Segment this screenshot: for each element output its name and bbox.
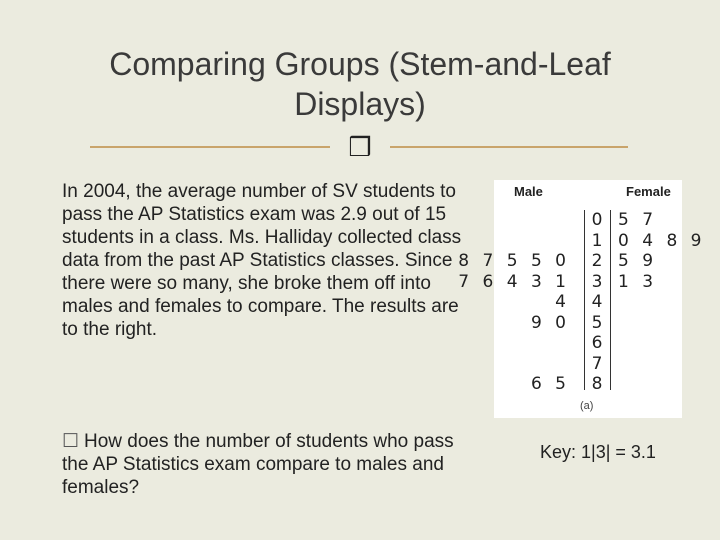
male-leaves: 8 7 5 5 0 <box>458 251 570 271</box>
stem-value: 0 <box>591 210 603 230</box>
stem-leaf-row <box>494 354 682 376</box>
stem-leaf-display <box>458 180 706 418</box>
stem-leaf-row <box>494 313 682 335</box>
male-leaves: 7 6 4 3 1 <box>458 271 570 292</box>
female-leaves: 1 3 <box>618 271 658 292</box>
female-leaves: 5 9 <box>618 251 658 271</box>
title-divider-right <box>390 146 628 148</box>
stem-value: 3 <box>591 271 603 292</box>
stem-value: 2 <box>591 251 603 271</box>
stem-value: 8 <box>591 374 603 394</box>
stem-value: 5 <box>591 312 603 333</box>
stem-leaf-row <box>458 251 682 273</box>
question-item <box>62 430 482 499</box>
title-divider-left <box>90 146 330 148</box>
slide-title: Comparing Groups (Stem-and-Leaf Displays) <box>109 46 611 122</box>
bullet-divider-icon: ❒ <box>348 132 372 162</box>
female-leaves: 0 4 8 9 <box>618 230 706 251</box>
stem-leaf-row <box>494 292 682 314</box>
stem-leaf-row <box>494 230 706 253</box>
key-label: Key: 1|3| = 3.1 <box>540 442 656 462</box>
stem-value: 4 <box>591 292 603 312</box>
checkbox-bullet-icon: ☐ <box>62 431 80 452</box>
stem-leaf-row <box>458 271 682 294</box>
male-header: Male <box>514 184 543 199</box>
male-leaves: 6 5 <box>530 374 570 394</box>
intro-paragraph: In 2004, the average number of SV students to pass the AP Statistics exam was 2.9 out of 15 students in a class. Ms. Halliday collected class data from the past AP Statistics classes. Since there were so many, she broke them off into males and females to compare. The results are to the right. <box>62 181 462 340</box>
stem-value: 6 <box>591 333 603 353</box>
female-leaves: 5 7 <box>618 210 658 230</box>
male-leaves: 4 <box>555 292 570 312</box>
stem-value: 1 <box>591 230 603 251</box>
female-header: Female <box>626 184 671 199</box>
question-text: How does the number of students who pass the AP Statistics exam compare to males and females? <box>62 431 454 498</box>
stem-leaf-row <box>494 210 682 232</box>
stem-leaf-row <box>494 374 682 396</box>
stem-leaf-row <box>494 333 682 355</box>
stem-value: 7 <box>591 353 603 374</box>
display-caption: (a) <box>580 400 594 412</box>
male-leaves: 9 0 <box>530 312 570 333</box>
